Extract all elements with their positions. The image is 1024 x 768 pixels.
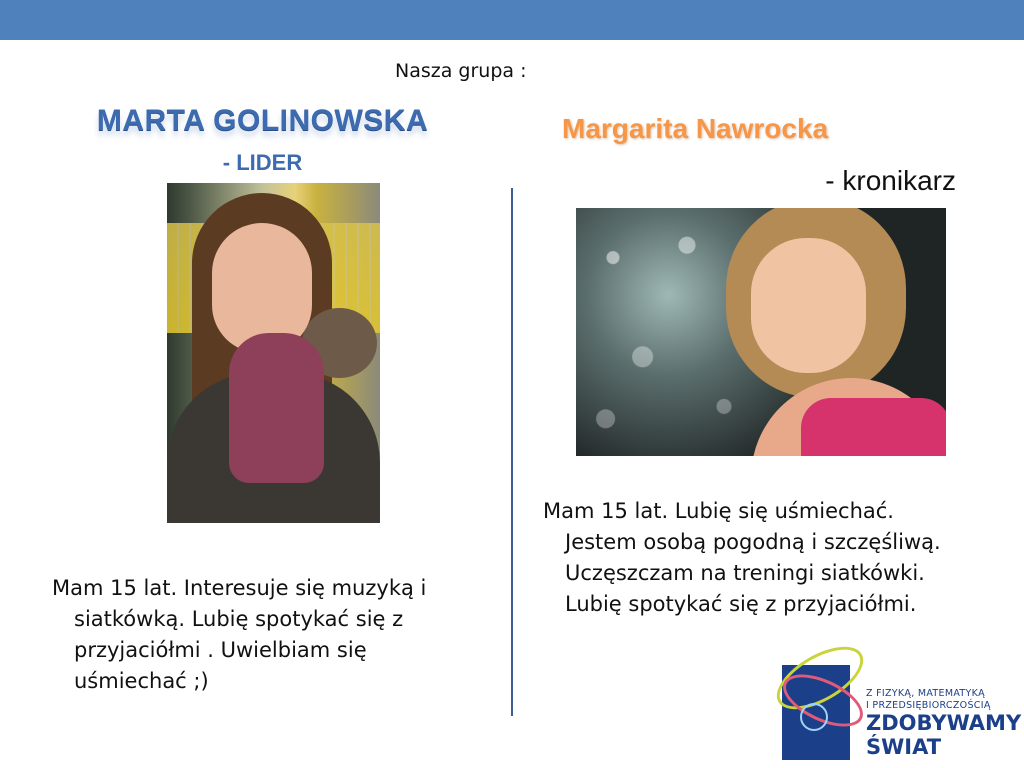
member-name-left: MARTA GOLINOWSKA: [96, 104, 429, 137]
photo-top: [801, 398, 946, 456]
top-bar: [0, 0, 1024, 40]
member-name-right: Margarita Nawrocka: [562, 113, 829, 144]
photo-face: [751, 238, 866, 373]
member-role-left: - LIDER: [222, 150, 303, 175]
photo-scarf: [229, 333, 324, 483]
logo-text-line1: Z FIZYKĄ, MATEMATYKĄ: [866, 688, 985, 699]
member-bio-right: [543, 496, 963, 620]
globe-icon: [800, 703, 828, 731]
member-photo-right: [576, 208, 946, 456]
project-logo: [770, 625, 1024, 768]
member-bio-left: [52, 573, 452, 697]
column-divider: [511, 188, 513, 716]
slide-title: Nasza grupa :: [395, 60, 527, 82]
member-role-right: - kronikarz: [825, 165, 956, 196]
member-photo-left: [167, 183, 380, 523]
logo-text-line2: I PRZEDSIĘBIORCZOŚCIĄ: [866, 700, 991, 711]
bio-text-right: Mam 15 lat. Lubię się uśmiechać. Jestem osobą pogodną i szczęśliwą. Uczęszczam na treningi siatkówki. Lubię spotykać się z przyjaciółmi.: [543, 499, 941, 616]
bio-text-left: Mam 15 lat. Interesuje się muzyką i siatkówką. Lubię spotykać się z przyjaciółmi . Uwielbiam się uśmiechać ;): [52, 576, 427, 693]
logo-text-line4: ŚWIAT: [866, 735, 942, 759]
logo-text-line3: ZDOBYWAMY: [866, 711, 1022, 735]
